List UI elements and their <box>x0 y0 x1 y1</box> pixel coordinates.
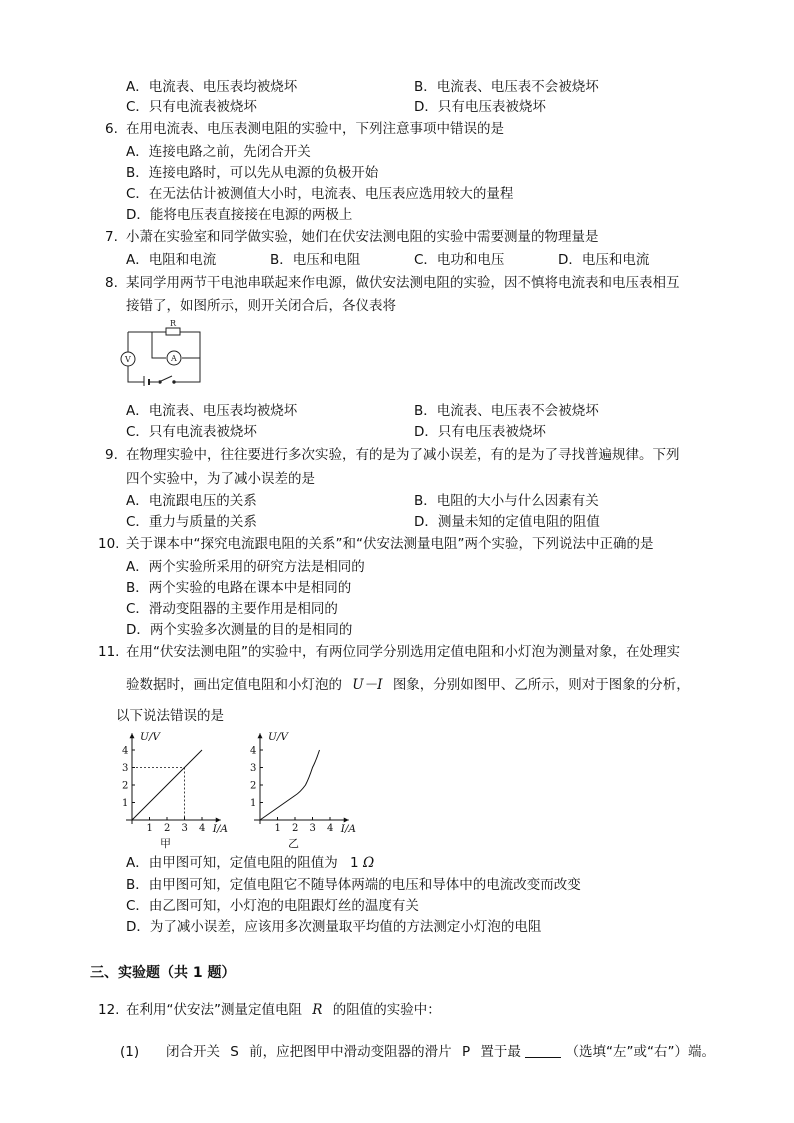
q12-symbol-r: R <box>312 1002 323 1018</box>
q9-stem-line1: 在物理实验中，往往要进行多次实验，有的是为了减小误差，有的是为了寻找普遍规律。下列 <box>126 447 680 463</box>
q8-option-b: B．电流表、电压表不会被烧坏 <box>414 403 599 419</box>
q6-stem: 在用电流表、电压表测电阻的实验中，下列注意事项中错误的是 <box>126 121 504 137</box>
q5-option-d: D．只有电压表被烧坏 <box>414 99 546 115</box>
q12-stem-pre: 在利用“伏安法”测量定值电阻 <box>126 1002 302 1018</box>
resistor-r <box>166 328 180 335</box>
q11-stem-line2 <box>126 676 690 694</box>
q11-option-c: C．由乙图可知，小灯泡的电阻跟灯丝的温度有关 <box>126 898 419 914</box>
q8-circuit-diagram <box>116 318 210 386</box>
y-tick-label: 2 <box>122 780 129 792</box>
series-line <box>260 750 320 820</box>
circuit-wire-inner <box>152 332 166 358</box>
q8-option-a: A．电流表、电压表均被烧坏 <box>126 403 298 419</box>
q6-option-c: C．在无法估计被测值大小时，电流表、电压表应选用较大的量程 <box>126 186 514 202</box>
q9-option-c: C．重力与质量的关系 <box>126 514 257 530</box>
y-tick-label: 4 <box>250 745 257 757</box>
q9-number: 9. <box>105 447 118 463</box>
q9-stem-line2: 四个实验中，为了减小误差的是 <box>126 471 315 487</box>
x-tick-label: 1 <box>274 823 281 834</box>
q12-sub1-mid2: 置于最 <box>480 1044 521 1060</box>
q11-stem-line1: 在用“伏安法测电阻”的实验中，有两位同学分别选用定值电阻和小灯泡为测量对象，在处理实 <box>126 644 680 660</box>
q10-number: 10. <box>98 536 120 552</box>
q11-option-a <box>126 854 374 872</box>
x-tick-label: 3 <box>181 823 188 834</box>
y-axis-label: U/V <box>140 731 160 743</box>
q8-stem-line2: 接错了，如图所示，则开关闭合后，各仪表将 <box>126 298 396 314</box>
q12-sub1-pre: 闭合开关 <box>166 1044 220 1060</box>
x-tick-label: 2 <box>292 823 299 834</box>
y-tick-label: 3 <box>250 763 257 774</box>
q8-option-c: C．只有电流表被烧坏 <box>126 424 257 440</box>
q5-option-a: A．电流表、电压表均被烧坏 <box>126 79 298 95</box>
q12-stem <box>126 1001 441 1019</box>
voltmeter-label: V <box>125 355 131 364</box>
q9-option-b: B．电阻的大小与什么因素有关 <box>414 493 599 509</box>
x-axis-arrow <box>216 818 221 823</box>
q7-option-d: D．电压和电流 <box>558 252 650 268</box>
x-tick-label: 3 <box>309 823 316 834</box>
q8-number: 8. <box>105 275 118 291</box>
x-axis-label: I/A <box>340 823 357 835</box>
chart-yi <box>240 726 360 852</box>
ammeter-label: A <box>171 354 177 363</box>
x-tick-label: 4 <box>327 823 334 834</box>
q7-option-a: A．电阻和电流 <box>126 252 217 268</box>
q12-sub1-post: （选填“左”或“右”）端。 <box>565 1044 715 1060</box>
q11-number: 11. <box>98 644 120 660</box>
y-tick-label: 1 <box>250 798 257 809</box>
q10-option-c: C．滑动变阻器的主要作用是相同的 <box>126 601 338 617</box>
q6-option-d: D．能将电压表直接接在电源的两极上 <box>126 207 353 223</box>
q11-math-ui: U－I <box>352 677 383 693</box>
q8-option-d: D．只有电压表被烧坏 <box>414 424 546 440</box>
q7-stem: 小萧在实验室和同学做实验，她们在伏安法测电阻的实验中需要测量的物理量是 <box>126 229 599 245</box>
q11-option-a-text: A．由甲图可知，定值电阻的阻值为 <box>126 855 338 871</box>
y-axis-arrow <box>130 733 135 738</box>
chart-title: 甲 <box>160 837 171 850</box>
x-axis-label: I/A <box>212 823 229 835</box>
q12-stem-post: 的阻值的实验中： <box>332 1002 441 1018</box>
q5-option-c: C．只有电流表被烧坏 <box>126 99 257 115</box>
x-tick-label: 4 <box>199 823 206 834</box>
circuit-wire-outer <box>128 332 200 382</box>
q10-option-b: B．两个实验的电路在课本中是相同的 <box>126 580 352 596</box>
y-tick-label: 4 <box>122 745 129 757</box>
x-tick-label: 1 <box>146 823 153 834</box>
q10-stem: 关于课本中“探究电流跟电阻的关系”和“伏安法测量电阻”两个实验，下列说法中正确的是 <box>126 536 654 552</box>
q11-option-b: B．由甲图可知，定值电阻它不随导体两端的电压和导体中的电流改变而改变 <box>126 877 581 893</box>
series-line <box>132 750 202 820</box>
y-tick-label: 1 <box>122 798 129 809</box>
q6-number: 6. <box>105 121 118 137</box>
q11-option-a-value: 1 <box>350 855 359 871</box>
q11-option-a-unit: Ω <box>362 855 375 871</box>
q11-stem2-post: 图象，分别如图甲、乙所示，则对于图象的分析， <box>392 677 690 693</box>
q6-option-a: A．连接电路之前，先闭合开关 <box>126 144 311 160</box>
chart-title: 乙 <box>288 837 299 850</box>
q12-symbol-p: P <box>461 1044 471 1060</box>
q7-option-b: B．电压和电阻 <box>270 252 361 268</box>
q5-option-b: B．电流表、电压表不会被烧坏 <box>414 79 599 95</box>
y-tick-label: 3 <box>122 763 129 774</box>
q12-sub1-label: (1) <box>120 1044 140 1060</box>
q9-option-a: A．电流跟电压的关系 <box>126 493 257 509</box>
q12-answer-blank[interactable] <box>525 1043 561 1058</box>
y-axis-label: U/V <box>268 731 288 743</box>
q9-option-d: D．测量未知的定值电阻的阻值 <box>414 514 600 530</box>
q10-option-d: D．两个实验多次测量的目的是相同的 <box>126 622 353 638</box>
y-axis-arrow <box>258 733 263 738</box>
y-tick-label: 2 <box>250 780 257 792</box>
q12-number: 12. <box>98 1002 120 1018</box>
q10-option-a: A．两个实验所采用的研究方法是相同的 <box>126 559 365 575</box>
q11-stem2-pre: 验数据时，画出定值电阻和小灯泡的 <box>126 677 342 693</box>
chart-jia <box>112 726 232 852</box>
q12-symbol-s: S <box>230 1044 239 1060</box>
x-axis-arrow <box>344 818 349 823</box>
q6-option-b: B．连接电路时，可以先从电源的负极开始 <box>126 165 379 181</box>
q12-sub1-mid1: 前，应把图甲中滑动变阻器的滑片 <box>249 1044 452 1060</box>
section-3-title: 三、实验题（共 1 题） <box>90 965 236 981</box>
q7-option-c: C．电功和电压 <box>414 252 505 268</box>
q7-number: 7. <box>105 229 118 245</box>
q11-option-d: D．为了减小误差，应该用多次测量取平均值的方法测定小灯泡的电阻 <box>126 919 542 935</box>
q8-stem-line1: 某同学用两节干电池串联起来作电源，做伏安法测电阻的实验，因不慎将电流表和电压表相互 <box>126 275 680 291</box>
x-tick-label: 2 <box>164 823 171 834</box>
resistor-label: R <box>170 319 177 328</box>
q12-sub1 <box>166 1043 715 1061</box>
q11-stem-line3: 以下说法错误的是 <box>116 708 224 724</box>
